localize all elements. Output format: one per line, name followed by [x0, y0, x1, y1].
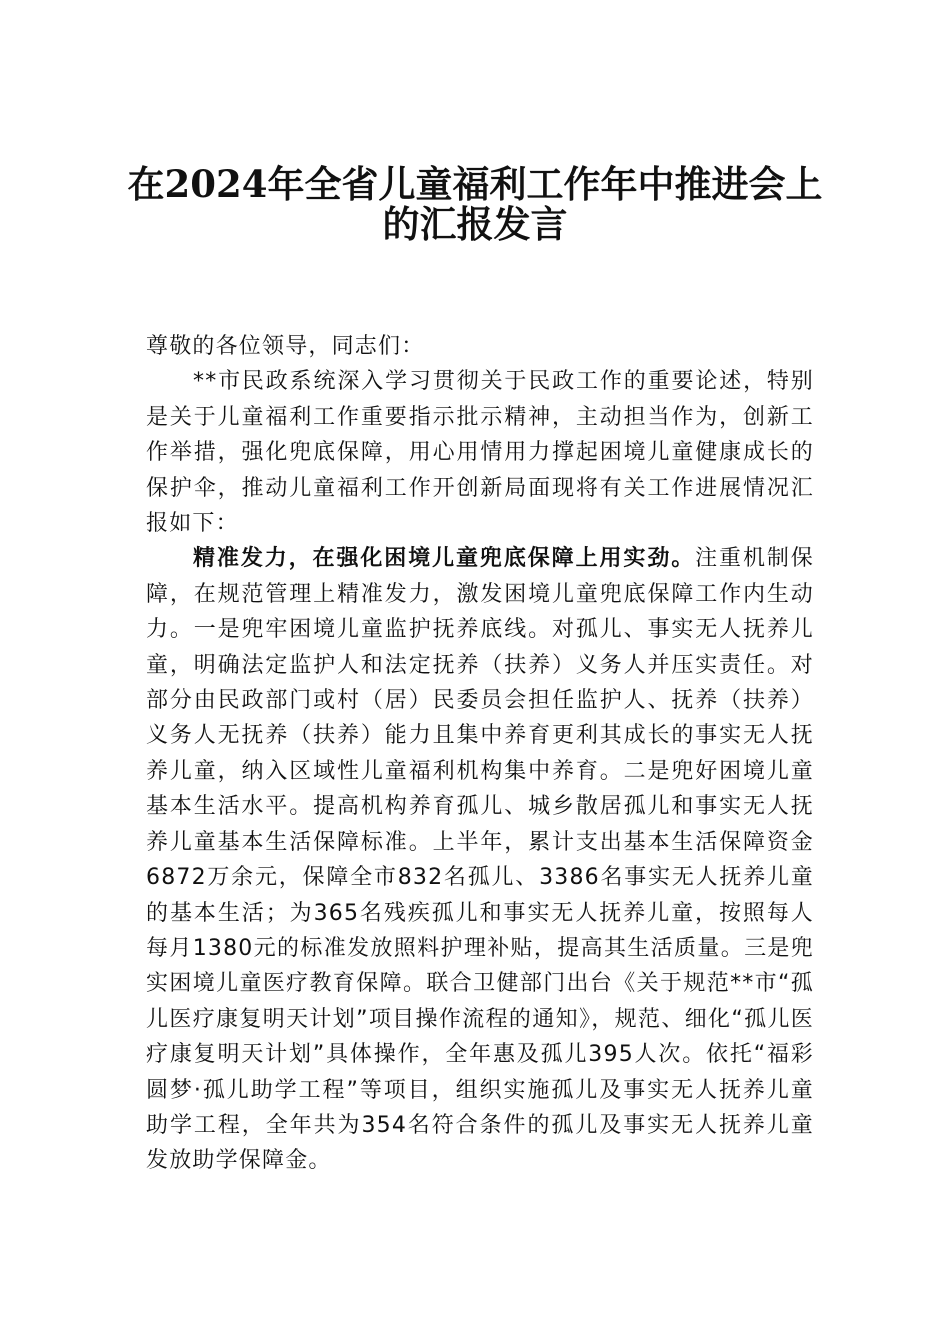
- document-body: [146, 329, 814, 1179]
- section-1-heading: 精准发力，在强化困境儿童兜底保障上用实劲。: [193, 546, 696, 572]
- salutation: 尊敬的各位领导，同志们：: [146, 334, 425, 359]
- section-1-body: 注重机制保障，在规范管理上精准发力，激发困境儿童兜底保障工作内生动力。一是兜牢困境儿童监护抚养底线。对孤儿、事实无人抚养儿童，明确法定监护人和法定抚养（扶养）义务人并压实责任。对部分由民政部门或村（居）民委员会担任监护人、抚养（扶养）义务人无抚养（扶养）能力且集中养育更利其成长的事实无人抚养儿童，纳入区域性儿童福利机构集中养育。二是兜好困境儿童基本生活水平。提高机构养育孤儿、城乡散居孤儿和事实无人抚养儿童基本生活保障标准。上半年，累计支出基本生活保障资金6872万余元，保障全市832名孤儿、3386名事实无人抚养儿童的基本生活；为365名残疾孤儿和事实无人抚养儿童，按照每人每月1380元的标准发放照料护理补贴，提高其生活质量。三是兜实困境儿童医疗教育保障。联合卫健部门出台《关于规范**市“孤儿医疗康复明天计划”项目操作流程的通知》，规范、细化“孤儿医疗康复明天计划”具体操作，全年惠及孤儿395人次。依托“福彩圆梦·孤儿助学工程”等项目，组织实施孤儿及事实无人抚养儿童助学工程，全年共为354名符合条件的孤儿及事实无人抚养儿童发放助学保障金。: [146, 546, 814, 1174]
- section-1-paragraph: [146, 541, 814, 1178]
- intro-paragraph: **市民政系统深入学习贯彻关于民政工作的重要论述，特别是关于儿童福利工作重要指示批示精神，主动担当作为，创新工作举措，强化兜底保障，用心用情用力撑起困境儿童健康成长的保护伞，推动儿童福利工作开创新局面现将有关工作进展情况汇报如下：: [146, 369, 814, 537]
- document-title-line-2: 的汇报发言: [382, 202, 568, 246]
- document-title-line-1: 在2024年全省儿童福利工作年中推进会上: [127, 162, 823, 206]
